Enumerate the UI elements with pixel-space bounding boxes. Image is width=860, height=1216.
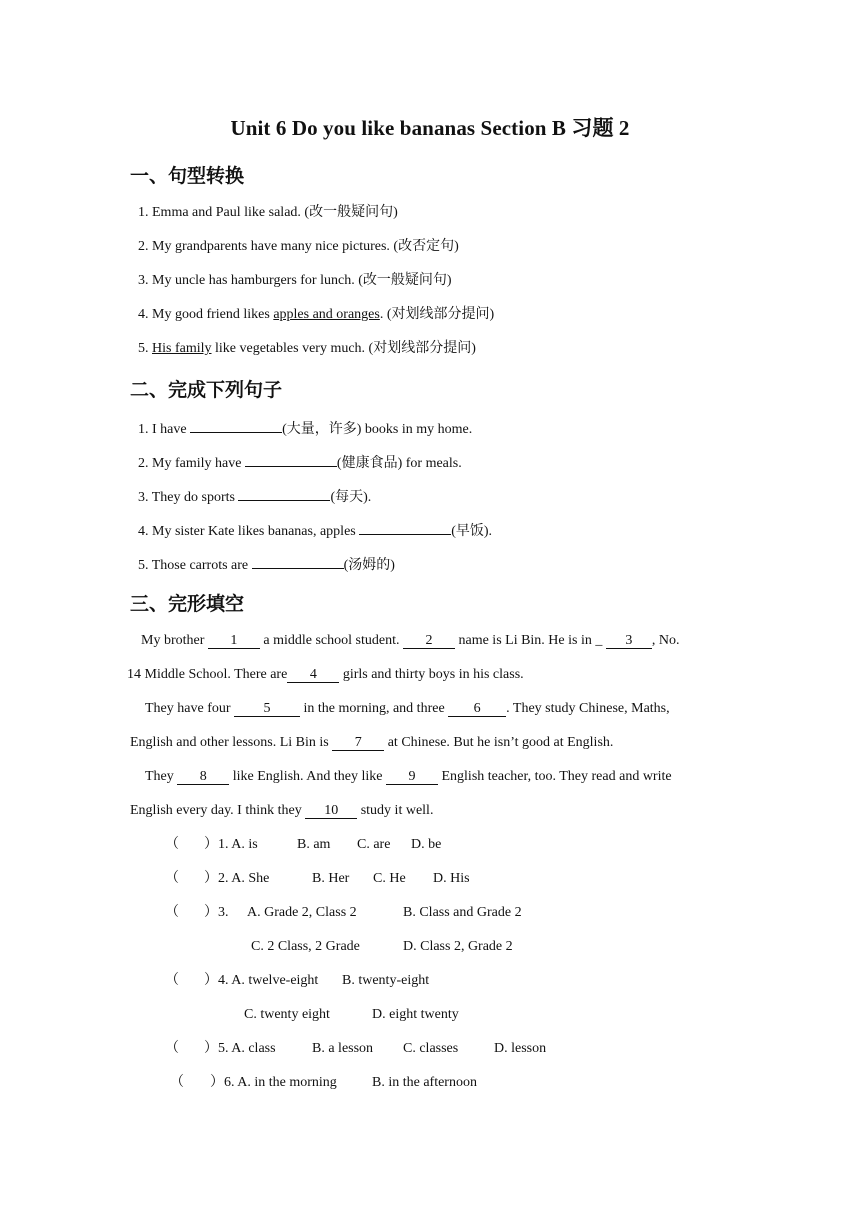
cloze-line-3 bbox=[145, 700, 670, 718]
p2q3-pre: 3. They do sports bbox=[138, 490, 239, 505]
cloze-text: English teacher, too. They read and write bbox=[437, 769, 672, 784]
option-4-c: C. twenty eight bbox=[244, 1007, 330, 1022]
option-4-b: B. twenty-eight bbox=[342, 973, 430, 988]
answer-bracket-6[interactable]: （ bbox=[170, 1075, 184, 1090]
answer-bracket-5[interactable]: （ bbox=[165, 1041, 179, 1056]
cloze-text: 14 Middle School. There are bbox=[127, 667, 288, 682]
option-3-c: C. 2 Class, 2 Grade bbox=[251, 939, 360, 954]
cloze-blank-2[interactable]: 2 bbox=[403, 634, 455, 649]
cloze-line-1 bbox=[141, 632, 680, 650]
cloze-text: name is Li Bin. He is in _ bbox=[454, 633, 606, 648]
cloze-text: girls and thirty boys in his class. bbox=[339, 667, 524, 682]
option-3-b: B. Class and Grade 2 bbox=[403, 905, 522, 920]
option-6-b: B. in the afternoon bbox=[372, 1075, 477, 1090]
answer-bracket-4[interactable]: （ bbox=[165, 973, 179, 988]
cloze-text: study it well. bbox=[357, 803, 434, 818]
option-1-b: B. am bbox=[297, 837, 331, 852]
cloze-blank-5[interactable]: 5 bbox=[234, 702, 300, 717]
answer-blank[interactable] bbox=[190, 418, 282, 433]
p2q1-post: (大量，许多) books in my home. bbox=[282, 422, 473, 437]
option-5-b: B. a lesson bbox=[312, 1041, 374, 1056]
cloze-text: a middle school student. bbox=[259, 633, 403, 648]
cloze-line-5 bbox=[145, 768, 672, 786]
q5-text-post: like vegetables very much. (对划线部分提问) bbox=[211, 341, 476, 356]
cloze-blank-3[interactable]: 3 bbox=[606, 634, 652, 649]
answer-blank[interactable] bbox=[245, 452, 337, 467]
part1-question-4 bbox=[138, 306, 494, 324]
part2-question-5 bbox=[138, 554, 395, 575]
part2-question-4 bbox=[138, 520, 492, 541]
q4-text-post: . (对划线部分提问) bbox=[379, 307, 495, 322]
cloze-text: They bbox=[145, 769, 178, 784]
cloze-line-6 bbox=[130, 802, 433, 820]
answer-bracket-2[interactable]: （ bbox=[165, 871, 179, 886]
option-5-d: D. lesson bbox=[494, 1041, 547, 1056]
q4-text-pre: 4. My good friend likes bbox=[138, 307, 274, 322]
option-5-c: C. classes bbox=[403, 1041, 459, 1056]
answer-bracket-1[interactable]: （ bbox=[165, 837, 179, 852]
cloze-text: in the morning, and three bbox=[300, 701, 449, 716]
cloze-blank-10[interactable]: 10 bbox=[305, 804, 357, 819]
cloze-text: like English. And they like bbox=[229, 769, 386, 784]
page-title: Unit 6 Do you like bananas Section B 习题 2 bbox=[230, 116, 630, 140]
option-4-d: D. eight twenty bbox=[372, 1007, 459, 1022]
p2q1-pre: 1. I have bbox=[138, 422, 191, 437]
section-heading-1: 一、句型转换 bbox=[130, 165, 245, 187]
q4-underlined: apples and oranges bbox=[273, 307, 380, 322]
option-1-a: ）1. A. is bbox=[204, 837, 258, 852]
part2-question-2 bbox=[138, 452, 462, 473]
part1-question-1: 1. Emma and Paul like salad. (改一般疑问句) bbox=[138, 205, 398, 220]
p2q5-pre: 5. Those carrots are bbox=[138, 558, 252, 573]
p2q2-pre: 2. My family have bbox=[138, 456, 245, 471]
part1-question-5 bbox=[138, 340, 476, 358]
cloze-text: . They study Chinese, Maths, bbox=[506, 701, 670, 716]
cloze-blank-1[interactable]: 1 bbox=[208, 634, 260, 649]
cloze-text: English every day. I think they bbox=[130, 803, 306, 818]
option-2-a: ）2. A. She bbox=[204, 871, 270, 886]
option-3-d: D. Class 2, Grade 2 bbox=[403, 939, 513, 954]
cloze-line-2 bbox=[127, 666, 524, 684]
cloze-blank-6[interactable]: 6 bbox=[448, 702, 506, 717]
p2q4-post: (早饭). bbox=[451, 524, 493, 539]
cloze-blank-8[interactable]: 8 bbox=[177, 770, 229, 785]
cloze-text: My brother bbox=[141, 633, 208, 648]
cloze-text: They have four bbox=[145, 701, 235, 716]
p2q4-pre: 4. My sister Kate likes bananas, apples bbox=[138, 524, 360, 539]
q5-underlined: His family bbox=[152, 341, 212, 356]
part2-question-1 bbox=[138, 418, 472, 439]
answer-blank[interactable] bbox=[238, 486, 330, 501]
p2q3-post: (每天). bbox=[330, 490, 372, 505]
option-2-b: B. Her bbox=[312, 871, 350, 886]
cloze-blank-9[interactable]: 9 bbox=[386, 770, 438, 785]
option-6-a: ）6. A. in the morning bbox=[210, 1075, 337, 1090]
cloze-text: English and other lessons. Li Bin is bbox=[130, 735, 333, 750]
answer-blank[interactable] bbox=[359, 520, 451, 535]
option-1-d: D. be bbox=[411, 837, 442, 852]
part1-question-3: 3. My uncle has hamburgers for lunch. (改一般疑问句) bbox=[138, 273, 452, 288]
option-5-a: ）5. A. class bbox=[204, 1041, 276, 1056]
p2q2-post: (健康食品) for meals. bbox=[336, 456, 462, 471]
section-heading-2: 二、完成下列句子 bbox=[130, 379, 283, 401]
p2q5-post: (汤姆的) bbox=[343, 558, 395, 573]
cloze-text: , No. bbox=[651, 633, 680, 648]
option-3-number: ）3. bbox=[204, 905, 229, 920]
option-3-a: A. Grade 2, Class 2 bbox=[247, 905, 357, 920]
cloze-blank-7[interactable]: 7 bbox=[332, 736, 384, 751]
option-2-c: C. He bbox=[373, 871, 406, 886]
section-heading-3: 三、完形填空 bbox=[130, 593, 245, 615]
answer-blank[interactable] bbox=[252, 554, 344, 569]
answer-bracket-3[interactable]: （ bbox=[165, 905, 179, 920]
cloze-blank-4[interactable]: 4 bbox=[287, 668, 339, 683]
option-2-d: D. His bbox=[433, 871, 470, 886]
cloze-line-4 bbox=[130, 734, 613, 752]
option-1-c: C. are bbox=[357, 837, 391, 852]
q5-text-pre: 5. bbox=[138, 341, 152, 356]
part1-question-2: 2. My grandparents have many nice pictures. (改否定句) bbox=[138, 239, 459, 254]
cloze-text: at Chinese. But he isn’t good at English. bbox=[384, 735, 614, 750]
option-4-a: ）4. A. twelve-eight bbox=[204, 973, 319, 988]
part2-question-3 bbox=[138, 486, 371, 507]
